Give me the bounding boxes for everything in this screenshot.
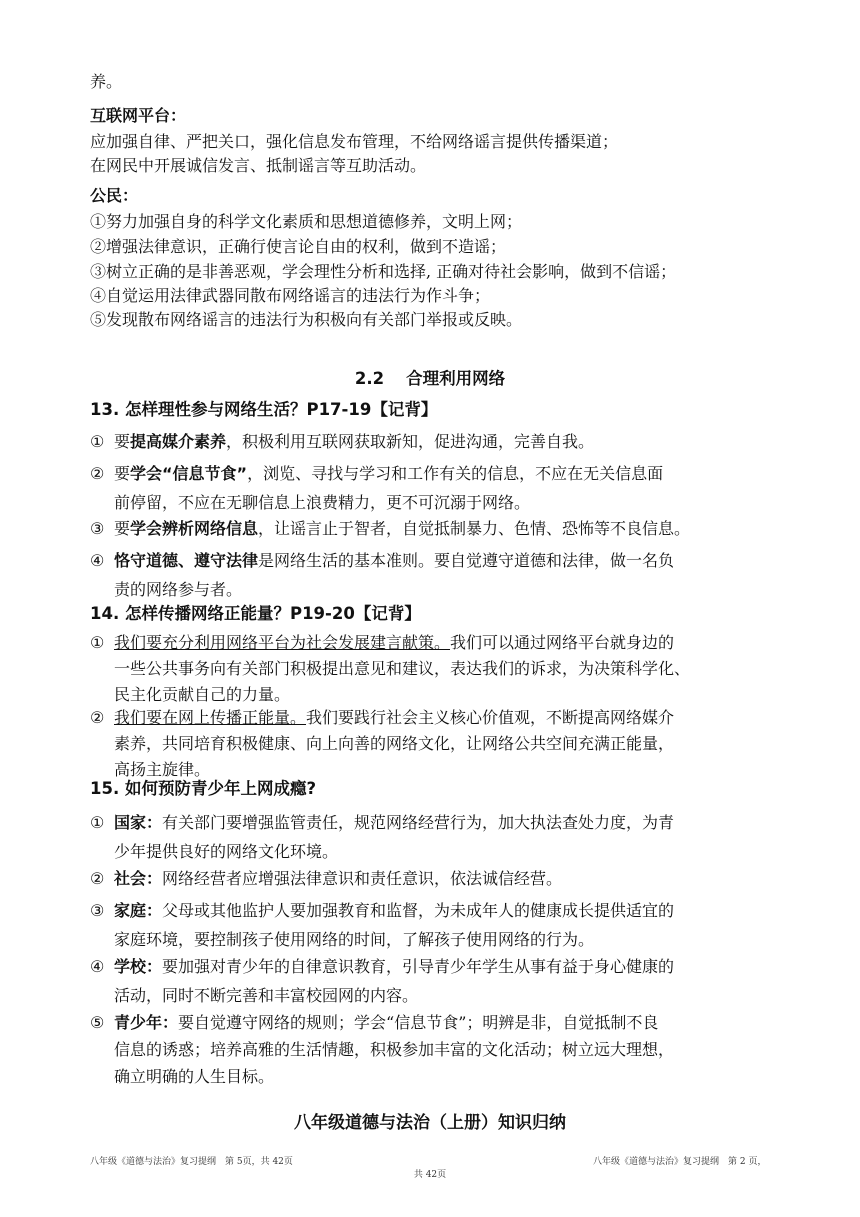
key-phrase: 提高媒介素养 [130, 432, 227, 451]
item-line: 少年提供良好的网络文化环境。 [114, 842, 339, 861]
footer-right: 八年级《道德与法治》复习提纲 第 2 页， [593, 1157, 767, 1167]
item-number: ② [90, 708, 105, 727]
item-line: 家庭：父母或其他监护人要加强教育和监督，为未成年人的健康成长提供适宜的 [114, 901, 675, 920]
item-line: 高扬主旋律。 [114, 760, 211, 779]
section-title: 合理利用网络 [406, 369, 506, 388]
item-number: ④ [90, 957, 105, 976]
key-phrase: 恪守道德、遵守法律 [114, 551, 259, 570]
key-phrase: 青少年： [114, 1013, 179, 1032]
item-line: 恪守道德、遵守法律是网络生活的基本准则。要自觉遵守道德和法律，做一名负 [114, 551, 675, 570]
item-number: ① [90, 813, 105, 832]
item-number: ① [90, 432, 105, 451]
item-number: ① [90, 633, 105, 652]
key-phrase: 社会： [114, 869, 163, 888]
citizen-line: ②增强法律意识，正确行使言论自由的权利，做到不造谣； [90, 237, 507, 256]
item-line: 家庭环境，要控制孩子使用网络的时间，了解孩子使用网络的行为。 [114, 930, 595, 949]
item-line: 我们要充分利用网络平台为社会发展建言献策。我们可以通过网络平台就身边的 [114, 633, 675, 652]
citizen-line: ①努力加强自身的科学文化素质和思想道德修养，文明上网； [90, 212, 523, 231]
item-number: ④ [90, 551, 105, 570]
item-number: ② [90, 869, 105, 888]
item-line: 要学会辨析网络信息，让谣言止于智者，自觉抵制暴力、色情、恐怖等不良信息。 [114, 519, 691, 538]
item-line: 青少年：要自觉遵守网络的规则；学会“信息节食”；明辨是非，自觉抵制不良 [114, 1013, 659, 1032]
internet-platform-line: 在网民中开展诚信发言、抵制谣言等互助活动。 [90, 156, 427, 175]
item-line: 信息的诱惑；培养高雅的生活情趣，积极参加丰富的文化活动；树立远大理想， [114, 1040, 675, 1059]
footer-center: 共 42页 [413, 1170, 447, 1180]
item-number: ⑤ [90, 1013, 105, 1032]
item-number: ③ [90, 901, 105, 920]
item-line: 要提高媒介素养，积极利用互联网获取新知，促进沟通，完善自我。 [114, 432, 595, 451]
item-line: 责的网络参与者。 [114, 580, 243, 599]
section-number: 2.2 [354, 369, 385, 388]
top-line: 养。 [90, 72, 123, 91]
key-phrase: 学会辨析网络信息 [130, 519, 259, 538]
citizen-line: ④自觉运用法律武器同散布网络谣言的违法行为作斗争； [90, 286, 491, 305]
item-number: ③ [90, 519, 105, 538]
key-phrase: 国家： [114, 813, 163, 832]
question-14-title: 14. 怎样传播网络正能量？P19-20【记背】 [90, 604, 421, 623]
section-heading [0, 366, 860, 392]
item-line: 国家：有关部门要增强监管责任，规范网络经营行为，加大执法查处力度，为青 [114, 813, 675, 832]
key-phrase: 学校： [114, 957, 163, 976]
item-line: 学校：要加强对青少年的自律意识教育，引导青少年学生从事有益于身心健康的 [114, 957, 675, 976]
item-line: 素养，共同培育积极健康、向上向善的网络文化，让网络公共空间充满正能量， [114, 734, 675, 753]
item-line: 一些公共事务向有关部门积极提出意见和建议，表达我们的诉求，为决策科学化、 [114, 659, 691, 678]
item-line: 民主化贡献自己的力量。 [114, 685, 291, 704]
internet-platform-line: 应加强自律、严把关口，强化信息发布管理，不给网络谣言提供传播渠道； [90, 132, 619, 151]
question-13-title: 13. 怎样理性参与网络生活？P17-19【记背】 [90, 400, 438, 419]
footer-left: 八年级《道德与法治》复习提纲 第 5页，共 42页 [90, 1157, 293, 1167]
item-number: ② [90, 464, 105, 483]
key-phrase: 学会“信息节食” [130, 464, 248, 483]
item-line: 要学会“信息节食”，浏览、寻找与学习和工作有关的信息，不应在无关信息面 [114, 464, 664, 483]
key-phrase: 家庭： [114, 901, 163, 920]
item-line: 社会：网络经营者应增强法律意识和责任意识，依法诚信经营。 [114, 869, 563, 888]
item-line: 活动，同时不断完善和丰富校园网的内容。 [114, 986, 419, 1005]
internet-platform-heading: 互联网平台： [90, 106, 187, 125]
underlined-phrase: 我们要在网上传播正能量。 [114, 708, 307, 727]
question-15-title: 15. 如何预防青少年上网成瘾? [90, 779, 317, 798]
item-line: 前停留，不应在无聊信息上浪费精力，更不可沉溺于网络。 [114, 493, 531, 512]
citizen-line: ⑤发现散布网络谣言的违法行为积极向有关部门举报或反映。 [90, 310, 523, 329]
underlined-phrase: 我们要充分利用网络平台为社会发展建言献策。 [114, 633, 451, 652]
citizen-line: ③树立正确的是非善恶观，学会理性分析和选择, 正确对待社会影响，做到不信谣； [90, 262, 677, 281]
citizen-heading: 公民： [90, 186, 139, 205]
next-chapter-title: 八年级道德与法治（上册）知识归纳 [294, 1113, 566, 1133]
item-line: 确立明确的人生目标。 [114, 1067, 275, 1086]
item-line: 我们要在网上传播正能量。我们要践行社会主义核心价值观，不断提高网络媒介 [114, 708, 675, 727]
